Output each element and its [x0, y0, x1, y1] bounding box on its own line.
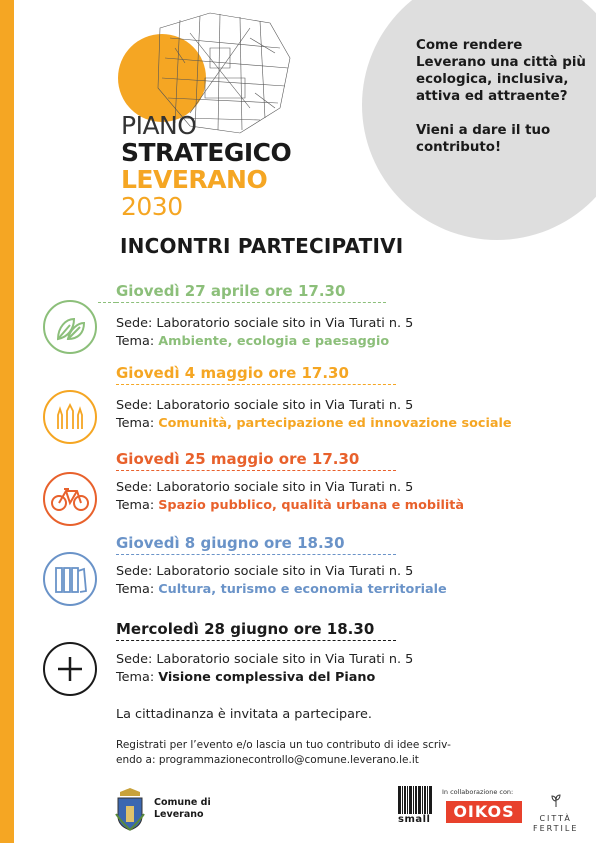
tema-label: Tema:: [116, 334, 159, 349]
citta-line-1: CITTÀ: [539, 814, 572, 823]
barcode-icon: [398, 786, 432, 814]
logo-line-leverano: LEVERANO: [121, 165, 268, 194]
register-line-2: endo a: programmazionecontrollo@comune.leverano.le.it: [116, 753, 419, 766]
event-sede: Sede: Laboratorio sociale sito in Via Turati n. 5: [116, 564, 414, 579]
citta-fertile-logo: [533, 808, 578, 834]
logo-line-strategico: STRATEGICO: [121, 138, 292, 167]
dashed-divider: [116, 554, 396, 555]
tema-label: Tema:: [116, 670, 159, 685]
logo-line-year: 2030: [121, 192, 183, 221]
books-icon: [43, 552, 97, 606]
tema-value: Comunità, partecipazione ed innovazione sociale: [158, 416, 512, 431]
tema-label: Tema:: [116, 582, 159, 597]
event-sede: Sede: Laboratorio sociale sito in Via Turati n. 5: [116, 480, 414, 495]
comune-logo: [112, 786, 211, 832]
tema-value: Ambiente, ecologia e paesaggio: [158, 334, 390, 349]
register-line-1: Registrati per l’evento e/o lascia un tuo contributo di idee scriv-: [116, 739, 451, 751]
invite-text: La cittadinanza è invitata a partecipare.: [116, 707, 372, 722]
tema-value: Visione complessiva del Piano: [158, 670, 376, 685]
collab-label: In collaborazione con:: [442, 788, 514, 796]
event-tema: [116, 582, 447, 597]
small-logo-text: small: [398, 814, 431, 825]
event-date: Giovedì 25 maggio ore 17.30: [116, 450, 360, 468]
event-date: Giovedì 8 giugno ore 18.30: [116, 534, 345, 552]
leaves-icon: [43, 300, 97, 354]
small-logo: [398, 786, 434, 825]
event-tema: [116, 334, 389, 349]
tema-label: Tema:: [116, 416, 159, 431]
plus-icon: [43, 642, 97, 696]
logo-line-piano: PIANO: [121, 111, 197, 140]
event-tema: [116, 416, 512, 431]
dashed-divider: [116, 470, 396, 471]
left-accent-bar: [0, 0, 14, 843]
tema-value: Spazio pubblico, qualità urbana e mobilità: [158, 498, 464, 513]
oikos-logo: OIKOS: [446, 801, 522, 823]
citta-line-2: FERTILE: [533, 824, 579, 833]
tema-value: Cultura, turismo e economia territoriale: [158, 582, 447, 597]
sprout-icon: [549, 794, 563, 808]
event-tema: [116, 670, 375, 685]
raised-hands-icon: [43, 390, 97, 444]
tema-label: Tema:: [116, 498, 159, 513]
event-date: Giovedì 27 aprile ore 17.30: [116, 282, 346, 300]
page-title: INCONTRI PARTECIPATIVI: [120, 234, 404, 258]
coat-of-arms-icon: [112, 786, 148, 832]
piano-strategico-logo: [121, 112, 291, 220]
event-sede: Sede: Laboratorio sociale sito in Via Turati n. 5: [116, 398, 414, 413]
event-date: Mercoledì 28 giugno ore 18.30: [116, 620, 375, 638]
dashed-divider: [116, 302, 386, 303]
event-tema: [116, 498, 464, 513]
header-call: Vieni a dare il tuo contributo!: [416, 123, 551, 155]
event-sede: Sede: Laboratorio sociale sito in Via Turati n. 5: [116, 316, 414, 331]
event-date: Giovedì 4 maggio ore 17.30: [116, 364, 349, 382]
comune-line-2: Leverano: [154, 809, 204, 820]
event-sede: Sede: Laboratorio sociale sito in Via Turati n. 5: [116, 652, 414, 667]
dashed-divider: [116, 384, 396, 385]
header-circle-text: [416, 37, 591, 156]
register-text: [116, 738, 516, 767]
comune-line-1: Comune di: [154, 797, 211, 808]
bicycle-icon: [43, 472, 97, 526]
header-question: Come rendere Leverano una città più ecologica, inclusiva, attiva ed attraente?: [416, 38, 586, 104]
dashed-divider: [116, 640, 396, 641]
